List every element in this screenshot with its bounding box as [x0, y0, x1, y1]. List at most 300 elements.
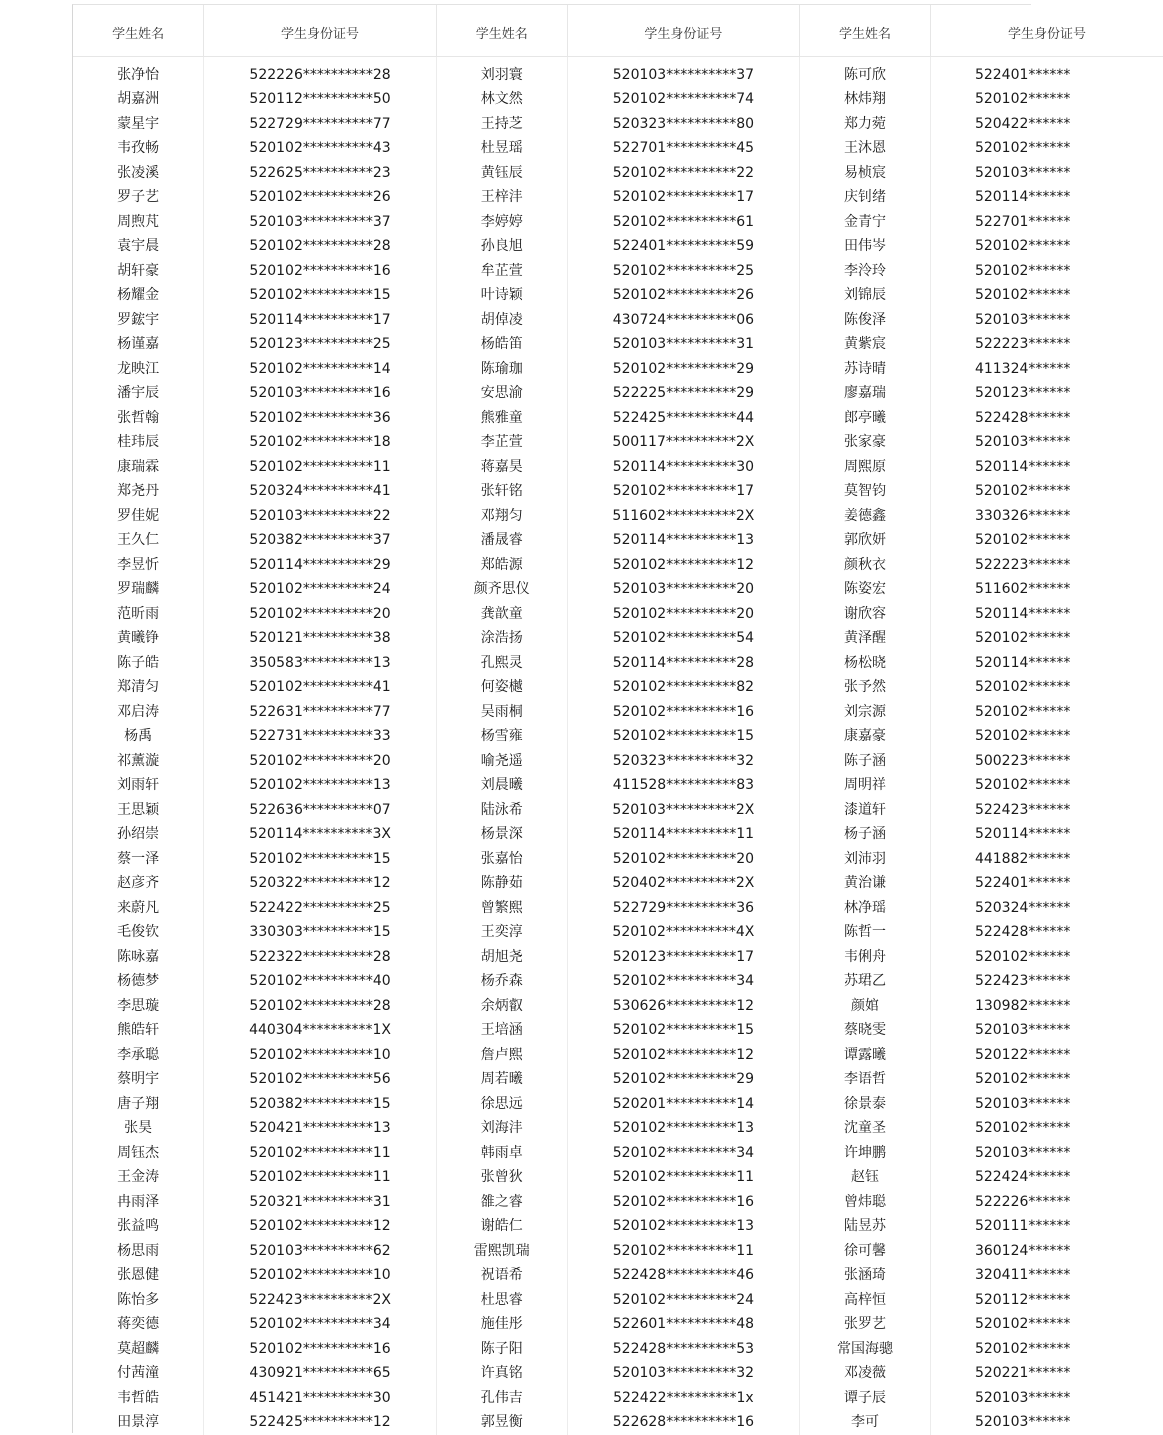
student-id-cell: 522401**********59 [567, 234, 800, 259]
student-name-cell: 蒋嘉昊 [436, 455, 567, 480]
student-id-cell: 520103**********22 [204, 504, 437, 529]
student-id-cell: 522423****** [930, 798, 1163, 823]
student-name-cell: 张罗艺 [800, 1312, 931, 1337]
student-name-cell: 苏诗晴 [800, 357, 931, 382]
student-id-cell: 520102**********14 [204, 357, 437, 382]
student-id-cell: 520324**********41 [204, 479, 437, 504]
student-name-cell: 陈咏嘉 [117, 948, 160, 965]
student-id-cell: 440304**********1X [204, 1018, 437, 1043]
student-name-cell: 周明祥 [800, 773, 931, 798]
student-name-cell: 雷熙凯瑞 [436, 1239, 567, 1264]
student-id-cell: 520123****** [930, 381, 1163, 406]
student-id-cell: 520114****** [930, 822, 1163, 847]
student-id-cell: 500117**********2X [567, 430, 800, 455]
student-name-cell: 李语哲 [800, 1067, 931, 1092]
student-name-cell: 龚歆童 [436, 602, 567, 627]
student-name-cell: 李泠玲 [800, 259, 931, 284]
student-name-cell: 陈子阳 [436, 1337, 567, 1362]
student-id-cell: 520102**********34 [204, 1312, 437, 1337]
student-name-cell: 胡旭尧 [436, 945, 567, 970]
table-row [73, 210, 1163, 235]
student-name-cell: 余炳叡 [436, 994, 567, 1019]
student-name-cell: 易桢宸 [800, 161, 931, 186]
student-name-cell: 陈姿宏 [800, 577, 931, 602]
student-name-cell: 张曾狄 [436, 1165, 567, 1190]
student-name-cell: 桂玮辰 [117, 434, 160, 450]
student-id-cell: 522225**********29 [567, 381, 800, 406]
student-id-cell: 522428****** [930, 406, 1163, 431]
table-row [73, 1067, 1163, 1092]
table-row [73, 1288, 1163, 1313]
table-row [73, 430, 1163, 455]
table-row [73, 1092, 1163, 1117]
student-id-cell: 522423**********2X [204, 1288, 437, 1313]
student-name-cell: 涂浩扬 [436, 626, 567, 651]
student-id-cell: 520122****** [930, 1043, 1163, 1068]
student-name-cell: 龙映江 [117, 360, 160, 377]
table-row [73, 945, 1163, 970]
student-id-cell: 500223****** [930, 749, 1163, 774]
student-name-cell: 祁薰漩 [117, 752, 160, 769]
student-id-cell: 520382**********15 [204, 1092, 437, 1117]
student-name-cell: 杜昱瑶 [436, 136, 567, 161]
student-id-cell: 520103****** [930, 161, 1163, 186]
table-row [73, 969, 1163, 994]
student-id-cell: 520102**********16 [204, 1337, 437, 1362]
student-name-cell: 张予然 [800, 675, 931, 700]
student-name-cell: 袁宇晨 [117, 238, 160, 254]
student-id-cell: 520103****** [930, 308, 1163, 333]
student-name-cell: 郑清匀 [117, 679, 160, 695]
student-id-cell: 130982****** [930, 994, 1163, 1019]
student-name-cell: 康嘉豪 [800, 724, 931, 749]
student-id-cell: 520103**********32 [567, 1361, 800, 1386]
student-name-cell: 刘晨曦 [436, 773, 567, 798]
student-name-cell: 孙绍崇 [117, 826, 160, 842]
student-id-cell: 520102**********22 [567, 161, 800, 186]
table-row [73, 602, 1163, 627]
table-row [73, 112, 1163, 137]
student-name-cell: 刘海沣 [436, 1116, 567, 1141]
student-id-cell: 520323**********32 [567, 749, 800, 774]
table-row [73, 1337, 1163, 1362]
table-row [73, 332, 1163, 357]
student-name-cell: 黄治谦 [800, 871, 931, 896]
student-name-cell: 王思颖 [117, 801, 160, 818]
student-id-cell: 520324****** [930, 896, 1163, 921]
student-id-cell: 520102****** [930, 234, 1163, 259]
student-name-cell: 黄曦铮 [117, 630, 160, 646]
student-name-cell: 韦俐舟 [800, 945, 931, 970]
table-row [73, 1312, 1163, 1337]
header-student-name: 学生姓名 [73, 5, 204, 56]
student-name-cell: 张家豪 [800, 430, 931, 455]
student-name-cell: 谢皓仁 [436, 1214, 567, 1239]
student-name-cell: 周若曦 [436, 1067, 567, 1092]
student-name-cell: 杨乔森 [436, 969, 567, 994]
student-id-cell: 520102**********82 [567, 675, 800, 700]
student-name-cell: 冉雨泽 [117, 1193, 160, 1210]
student-id-cell: 411528**********83 [567, 773, 800, 798]
student-name-cell: 罗鋐宇 [117, 311, 160, 328]
student-name-cell: 来蔚凡 [117, 899, 160, 916]
student-id-cell: 522425**********12 [204, 1410, 437, 1435]
student-name-cell: 郎亭曦 [800, 406, 931, 431]
student-id-cell: 520112**********50 [204, 87, 437, 112]
table-row [73, 528, 1163, 553]
student-id-cell: 522424****** [930, 1165, 1163, 1190]
student-name-cell: 熊雅童 [436, 406, 567, 431]
student-name-cell: 罗子艺 [117, 189, 160, 205]
student-name-cell: 谢欣容 [800, 602, 931, 627]
student-id-cell: 522628**********16 [567, 1410, 800, 1435]
table-row [73, 161, 1163, 186]
student-name-cell: 孔伟吉 [436, 1386, 567, 1411]
student-id-cell: 520382**********37 [204, 528, 437, 553]
student-id-cell: 520102**********43 [204, 136, 437, 161]
student-name-cell: 田伟岑 [800, 234, 931, 259]
student-name-cell: 刘雨轩 [117, 777, 160, 793]
student-id-cell: 520103****** [930, 1386, 1163, 1411]
student-id-cell: 520102****** [930, 773, 1163, 798]
student-name-cell: 陈子涵 [800, 749, 931, 774]
student-name-cell: 陈哲一 [800, 920, 931, 945]
student-id-cell: 520102**********26 [204, 185, 437, 210]
student-name-cell: 何姿樾 [436, 675, 567, 700]
student-name-cell: 高梓恒 [800, 1288, 931, 1313]
student-name-cell: 陈瑜珈 [436, 357, 567, 382]
table-row [73, 1214, 1163, 1239]
table-row [73, 136, 1163, 161]
student-id-cell: 520102**********15 [204, 847, 437, 872]
spreadsheet-view [72, 4, 1086, 1433]
student-id-cell: 520323**********80 [567, 112, 800, 137]
table-row [73, 185, 1163, 210]
student-name-cell: 邓翔匀 [436, 504, 567, 529]
student-id-cell: 511602**********2X [567, 504, 800, 529]
student-name-cell: 林净瑶 [800, 896, 931, 921]
student-name-cell: 庆钊绪 [800, 185, 931, 210]
table-row [73, 651, 1163, 676]
student-id-cell: 520102**********29 [567, 1067, 800, 1092]
student-name-cell: 王梓沣 [436, 185, 567, 210]
student-id-cell: 520123**********25 [204, 332, 437, 357]
student-id-cell: 430724**********06 [567, 308, 800, 333]
student-id-cell: 520102**********26 [567, 283, 800, 308]
student-id-cell: 520102**********15 [204, 283, 437, 308]
student-name-cell: 谭子辰 [800, 1386, 931, 1411]
student-table [73, 5, 1163, 1435]
student-id-cell: 520103****** [930, 1410, 1163, 1435]
table-row [73, 1043, 1163, 1068]
student-name-cell: 韦哲皓 [117, 1389, 160, 1406]
table-row [73, 1263, 1163, 1288]
student-name-cell: 杨思雨 [117, 1242, 160, 1259]
student-id-cell: 520102**********11 [204, 1165, 437, 1190]
student-name-cell: 范昕雨 [117, 605, 160, 622]
student-name-cell: 刘锦辰 [800, 283, 931, 308]
student-id-cell: 520102**********20 [204, 602, 437, 627]
student-name-cell: 王久仁 [117, 532, 160, 548]
student-name-cell: 郭昱衡 [436, 1410, 567, 1435]
student-id-cell: 522322**********28 [204, 945, 437, 970]
table-row [73, 994, 1163, 1019]
student-name-cell: 詹卢熙 [436, 1043, 567, 1068]
table-row [73, 1410, 1163, 1435]
student-name-cell: 张嘉怡 [436, 847, 567, 872]
student-name-cell: 胡倬凌 [436, 308, 567, 333]
student-name-cell: 陆泳希 [436, 798, 567, 823]
student-name-cell: 邓凌薇 [800, 1361, 931, 1386]
student-name-cell: 李昱忻 [117, 556, 160, 573]
student-name-cell: 徐可馨 [800, 1239, 931, 1264]
table-row [73, 896, 1163, 921]
student-name-cell: 王沐恩 [800, 136, 931, 161]
student-name-cell: 杨禹 [124, 728, 153, 744]
student-name-cell: 陈子皓 [117, 654, 160, 671]
table-row [73, 1116, 1163, 1141]
student-name-cell: 胡轩豪 [117, 262, 160, 279]
student-id-cell: 520102**********15 [567, 724, 800, 749]
table-row [73, 724, 1163, 749]
student-name-cell: 唐子翔 [117, 1095, 160, 1112]
student-id-cell: 520102****** [930, 626, 1163, 651]
student-name-cell: 周熙原 [800, 455, 931, 480]
student-name-cell: 沈童圣 [800, 1116, 931, 1141]
student-name-cell: 邓启涛 [117, 703, 160, 720]
student-name-cell: 康瑞霖 [117, 458, 160, 475]
student-name-cell: 许坤鹏 [800, 1141, 931, 1166]
table-row [73, 1018, 1163, 1043]
student-id-cell: 520102****** [930, 87, 1163, 112]
student-name-cell: 孔熙灵 [436, 651, 567, 676]
student-name-cell: 王培涵 [436, 1018, 567, 1043]
student-name-cell: 周钰杰 [117, 1144, 160, 1161]
student-name-cell: 黄钰辰 [436, 161, 567, 186]
student-name-cell: 周煦芃 [117, 213, 160, 230]
student-id-cell: 520123**********17 [567, 945, 800, 970]
table-row [73, 357, 1163, 382]
student-id-cell: 520402**********2X [567, 871, 800, 896]
table-row [73, 822, 1163, 847]
header-row [73, 5, 1163, 56]
student-id-cell: 520114**********17 [204, 308, 437, 333]
student-name-cell: 黄泽醒 [800, 626, 931, 651]
student-id-cell: 520111****** [930, 1214, 1163, 1239]
student-id-cell: 520102**********20 [204, 749, 437, 774]
student-id-cell: 522425**********44 [567, 406, 800, 431]
student-name-cell: 曾炜聪 [800, 1190, 931, 1215]
student-id-cell: 520102**********12 [204, 1214, 437, 1239]
student-id-cell: 520422****** [930, 112, 1163, 137]
student-name-cell: 杨耀金 [117, 287, 160, 303]
student-name-cell: 田景淳 [117, 1414, 160, 1430]
table-row [73, 455, 1163, 480]
student-id-cell: 522729**********77 [204, 112, 437, 137]
student-name-cell: 郭欣妍 [800, 528, 931, 553]
student-id-cell: 520103****** [930, 430, 1163, 455]
student-name-cell: 许真铭 [436, 1361, 567, 1386]
table-row [73, 308, 1163, 333]
student-id-cell: 520102****** [930, 136, 1163, 161]
student-id-cell: 520102**********17 [567, 479, 800, 504]
student-name-cell: 孙良旭 [436, 234, 567, 259]
student-id-cell: 522731**********33 [204, 724, 437, 749]
student-name-cell: 李承聪 [117, 1046, 160, 1063]
student-name-cell: 杨皓笛 [436, 332, 567, 357]
table-row [73, 1190, 1163, 1215]
header-student-name: 学生姓名 [436, 5, 567, 56]
student-id-cell: 520102****** [930, 1116, 1163, 1141]
student-id-cell: 520102**********18 [204, 430, 437, 455]
student-name-cell: 姜德鑫 [800, 504, 931, 529]
student-name-cell: 莫智钧 [800, 479, 931, 504]
table-row [73, 871, 1163, 896]
student-name-cell: 杨谨嘉 [117, 336, 160, 352]
student-name-cell: 郑尧丹 [117, 483, 160, 499]
student-id-cell: 520421**********13 [204, 1116, 437, 1141]
student-name-cell: 张益鸣 [117, 1218, 160, 1234]
student-id-cell: 522401****** [930, 56, 1163, 87]
table-row [73, 56, 1163, 87]
student-id-cell: 520103****** [930, 1018, 1163, 1043]
student-id-cell: 522701**********45 [567, 136, 800, 161]
student-name-cell: 潘晟睿 [436, 528, 567, 553]
student-id-cell: 520102****** [930, 945, 1163, 970]
table-row [73, 1361, 1163, 1386]
student-name-cell: 刘宗源 [800, 700, 931, 725]
table-row [73, 381, 1163, 406]
student-id-cell: 430921**********65 [204, 1361, 437, 1386]
student-id-cell: 520102**********25 [567, 259, 800, 284]
student-id-cell: 520102**********56 [204, 1067, 437, 1092]
student-name-cell: 潘宇辰 [117, 385, 160, 401]
student-id-cell: 520114**********29 [204, 553, 437, 578]
student-id-cell: 520201**********14 [567, 1092, 800, 1117]
student-id-cell: 522223****** [930, 553, 1163, 578]
student-id-cell: 520102**********12 [567, 553, 800, 578]
student-name-cell: 施佳彤 [436, 1312, 567, 1337]
student-name-cell: 杜思睿 [436, 1288, 567, 1313]
student-id-cell: 520102****** [930, 528, 1163, 553]
student-name-cell: 杨子涵 [800, 822, 931, 847]
student-id-cell: 520102****** [930, 675, 1163, 700]
student-name-cell: 王奕淳 [436, 920, 567, 945]
student-name-cell: 徐景泰 [800, 1092, 931, 1117]
student-id-cell: 522428**********53 [567, 1337, 800, 1362]
student-id-cell: 520102**********10 [204, 1043, 437, 1068]
student-id-cell: 522226**********28 [204, 56, 437, 87]
student-id-cell: 522226****** [930, 1190, 1163, 1215]
student-name-cell: 杨雪雍 [436, 724, 567, 749]
student-name-cell: 张轩铭 [436, 479, 567, 504]
student-id-cell: 520103**********31 [567, 332, 800, 357]
student-id-cell: 520121**********38 [204, 626, 437, 651]
student-id-cell: 520102**********28 [204, 234, 437, 259]
student-id-cell: 520103**********37 [567, 56, 800, 87]
student-id-cell: 520102****** [930, 479, 1163, 504]
student-id-cell: 520102**********16 [567, 700, 800, 725]
student-name-cell: 徐思远 [436, 1092, 567, 1117]
student-name-cell: 陈俊泽 [800, 308, 931, 333]
student-id-cell: 520103**********37 [204, 210, 437, 235]
student-name-cell: 胡嘉洲 [117, 91, 160, 107]
student-id-cell: 520322**********12 [204, 871, 437, 896]
student-name-cell: 吴雨桐 [436, 700, 567, 725]
student-name-cell: 李芷萱 [436, 430, 567, 455]
student-name-cell: 金青宁 [800, 210, 931, 235]
student-name-cell: 安思渝 [436, 381, 567, 406]
table-row [73, 406, 1163, 431]
table-row [73, 700, 1163, 725]
student-id-cell: 522625**********23 [204, 161, 437, 186]
student-name-cell: 常国海骢 [800, 1337, 931, 1362]
student-name-cell: 陈可欣 [800, 56, 931, 87]
student-id-cell: 520102****** [930, 1067, 1163, 1092]
student-id-cell: 522423****** [930, 969, 1163, 994]
student-id-cell: 520114****** [930, 602, 1163, 627]
student-name-cell: 杨景深 [436, 822, 567, 847]
student-name-cell: 张哲翰 [117, 409, 160, 426]
student-id-cell: 522601**********48 [567, 1312, 800, 1337]
table-row [73, 749, 1163, 774]
table-row [73, 920, 1163, 945]
student-id-cell: 520102**********24 [567, 1288, 800, 1313]
student-id-cell: 520102****** [930, 700, 1163, 725]
student-id-cell: 511602****** [930, 577, 1163, 602]
student-id-cell: 520102**********34 [567, 1141, 800, 1166]
student-id-cell: 520102**********13 [204, 773, 437, 798]
student-name-cell: 廖嘉瑞 [800, 381, 931, 406]
student-name-cell: 雒之睿 [436, 1190, 567, 1215]
student-id-cell: 520114**********11 [567, 822, 800, 847]
student-name-cell: 郑力菀 [800, 112, 931, 137]
student-id-cell: 520102**********36 [204, 406, 437, 431]
header-student-id: 学生身份证号 [567, 5, 800, 56]
student-name-cell: 张恩健 [117, 1267, 160, 1283]
student-name-cell: 熊皓轩 [117, 1022, 160, 1038]
student-id-cell: 520102****** [930, 259, 1163, 284]
student-id-cell: 520102**********28 [204, 994, 437, 1019]
student-id-cell: 520102**********11 [204, 455, 437, 480]
table-row [73, 847, 1163, 872]
student-id-cell: 522729**********36 [567, 896, 800, 921]
student-id-cell: 520102**********74 [567, 87, 800, 112]
table-row [73, 234, 1163, 259]
student-name-cell: 蔡明宇 [117, 1071, 160, 1087]
student-name-cell: 郑皓源 [436, 553, 567, 578]
student-id-cell: 520114**********30 [567, 455, 800, 480]
student-name-cell: 李思璇 [117, 997, 160, 1014]
student-id-cell: 520103**********20 [567, 577, 800, 602]
student-id-cell: 520102****** [930, 283, 1163, 308]
student-name-cell: 罗瑞麟 [117, 581, 160, 597]
student-id-cell: 520114**********28 [567, 651, 800, 676]
student-id-cell: 520103**********2X [567, 798, 800, 823]
student-id-cell: 520102**********13 [567, 1116, 800, 1141]
table-row [73, 1165, 1163, 1190]
student-id-cell: 520103**********16 [204, 381, 437, 406]
student-id-cell: 522422**********1x [567, 1386, 800, 1411]
student-id-cell: 522401****** [930, 871, 1163, 896]
student-id-cell: 520114****** [930, 455, 1163, 480]
student-id-cell: 520103**********62 [204, 1239, 437, 1264]
student-id-cell: 330326****** [930, 504, 1163, 529]
student-id-cell: 520102**********34 [567, 969, 800, 994]
table-body [73, 56, 1163, 1435]
student-id-cell: 520221****** [930, 1361, 1163, 1386]
student-name-cell: 杨德梦 [117, 973, 160, 989]
